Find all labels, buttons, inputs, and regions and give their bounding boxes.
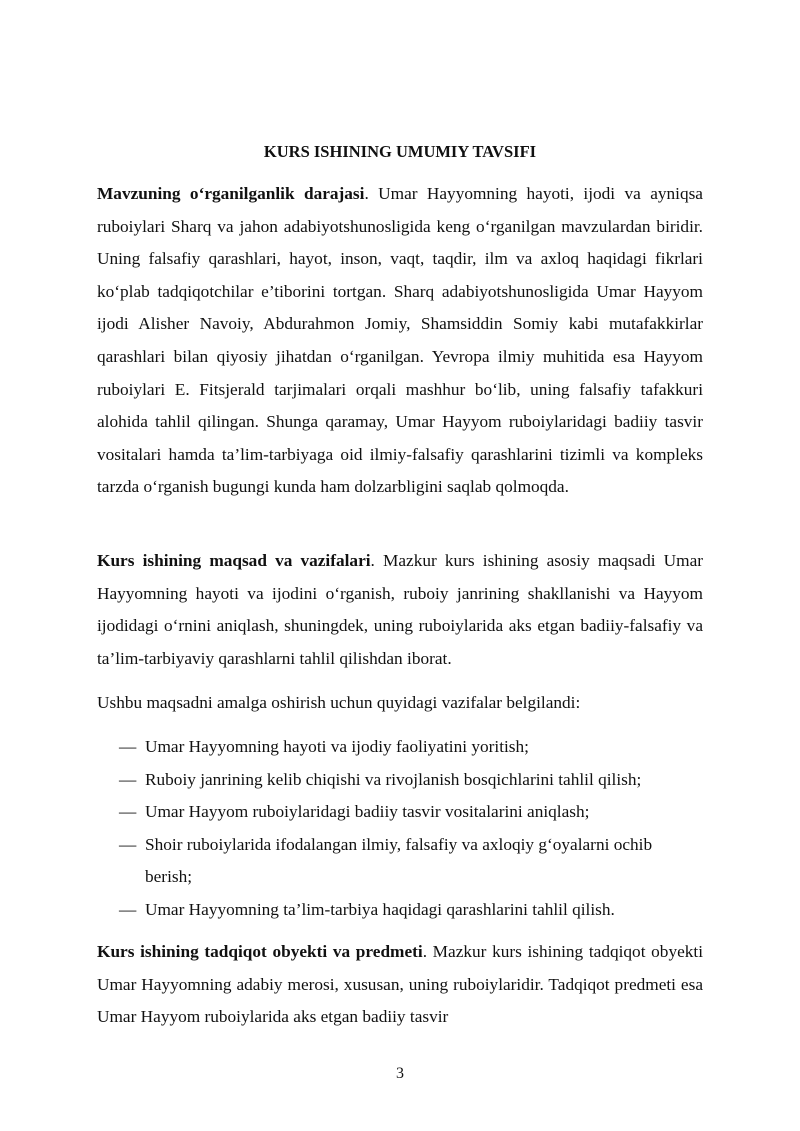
paragraph-heading: Mavzuning o‘rganilganlik darajasi	[97, 184, 365, 203]
list-dash: —	[119, 834, 137, 854]
list-item	[119, 894, 703, 927]
list-item	[119, 731, 703, 764]
paragraph-heading: Kurs ishining tadqiqot obyekti va predmeti	[97, 942, 423, 961]
tasks-list	[119, 731, 703, 927]
list-dash: —	[119, 769, 137, 789]
paragraph-text: . Umar Hayyomning hayoti, ijodi va ayniqsa ruboiylari Sharq va jahon adabiyotshunosligida keng o‘rganilgan mavzulardan biridir. Uning falsafiy qarashlari, hayot, inson, vaqt, taqdir, ilm va axloq haqidagi fikrlari ko‘plab tadqiqotchilar e’tiborini tortgan. Sharq adabiyotshunosligida Umar Hayyom ijodi Alisher Navoiy, Abdurahmon Jomiy, Shamsiddin Somiy kabi mutafakkirlar qarashlari bilan qiyosiy jihatdan o‘rganilgan. Yevropa ilmiy muhitida esa Hayyom ruboiylari E. Fitsjerald tarjimalari orqali mashhur bo‘lib, uning falsafiy tafakkuri alohida tahlil qilingan. Shunga qaramay, Umar Hayyom ruboiylaridagi badiiy tasvir vositalari hamda ta’lim-tarbiyaga oid ilmiy-falsafiy qarashlarini tizimli va kompleks tarzda o‘rganish bugungi kunda ham dolzarbligini saqlab qolmoqda.	[97, 184, 703, 497]
list-item	[119, 764, 703, 797]
paragraph-text: . Mazkur kurs ishining tadqiqot obyekti Umar Hayyomning adabiy merosi, xususan, uning ruboiylaridir. Tadqiqot predmeti esa Umar Hayyom ruboiylarida aks etgan badiiy tasvir	[97, 942, 703, 1027]
paragraph-study-degree	[97, 178, 703, 504]
list-item-text: Ruboiy janrining kelib chiqishi va rivojlanish bosqichlarini tahlil qilish;	[145, 769, 642, 789]
list-dash: —	[119, 737, 137, 756]
paragraph-text: . Mazkur kurs ishining asosiy maqsadi Umar Hayyomning hayoti va ijodini o‘rganish, ruboiy janrining shakllanishi va Hayyom ijodidagi o‘rnini aniqlash, shuningdek, uning ruboiylarida aks etgan badiiy-falsafiy va ta’lim-tarbiyaviy qarashlarni tahlil qilishdan iborat.	[97, 551, 703, 668]
list-dash: —	[119, 899, 137, 919]
paragraph-heading: Kurs ishining maqsad va vazifalari	[97, 551, 371, 570]
list-item-text: Shoir ruboiylarida ifodalangan ilmiy, falsafiy va axloqiy g‘oyalarni ochib berish;	[145, 834, 653, 887]
paragraph-tasks-intro	[97, 687, 703, 720]
list-dash: —	[119, 802, 137, 822]
paragraph-text: Ushbu maqsadni amalga oshirish uchun quyidagi vazifalar belgilandi:	[97, 693, 581, 712]
list-item-text: Umar Hayyomning hayoti va ijodiy faoliyatini yoritish;	[145, 737, 529, 756]
list-item	[119, 829, 703, 894]
paragraph-object-subject	[97, 936, 703, 1034]
document-title: KURS ISHINING UMUMIY TAVSIFI	[263, 142, 537, 161]
list-item	[119, 796, 703, 829]
list-item-text: Umar Hayyomning ta’lim-tarbiya haqidagi qarashlarini tahlil qilish.	[145, 899, 615, 919]
page-number: 3	[396, 1065, 404, 1082]
paragraph-goals	[97, 545, 703, 675]
list-item-text: Umar Hayyom ruboiylaridagi badiiy tasvir vositalarini aniqlash;	[145, 802, 590, 822]
